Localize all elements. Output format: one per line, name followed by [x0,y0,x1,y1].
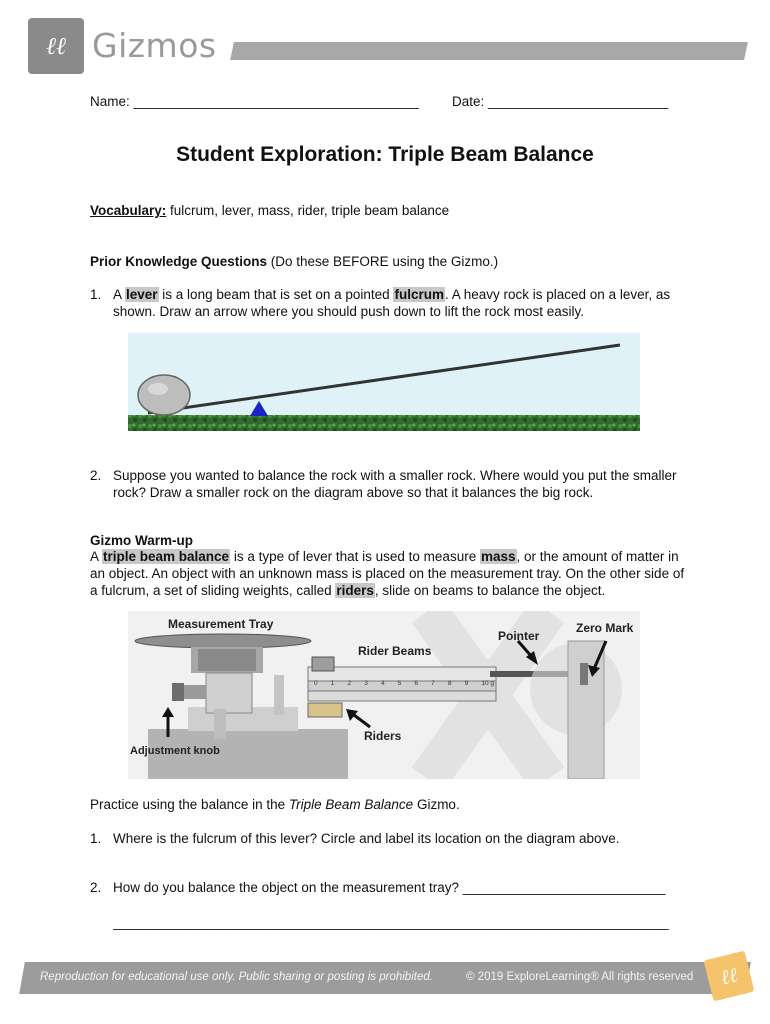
practice-intro [90,796,690,813]
tick-label: 2 [347,680,352,687]
warmup-title: Gizmo Warm-up [90,533,193,548]
term-fulcrum: fulcrum [394,287,444,302]
question-text [113,286,680,320]
term-lever: lever [126,287,158,302]
vocabulary-line [90,202,690,219]
warmup-paragraph [90,548,690,599]
logo-mark: ℓℓ [46,31,66,60]
rock [138,375,190,415]
tick-label: 0 [314,680,318,687]
prior-question-2 [90,467,680,501]
prior-knowledge-note: (Do these BEFORE using the Gizmo.) [267,254,499,269]
text-fragment: , slide on beams to balance the object. [374,583,606,598]
name-field: Name: ______________________________________ [90,94,419,109]
tick-label: 7 [431,680,435,687]
tick-label: 1 [330,680,335,687]
tick-label: 8 [447,680,452,687]
text-fragment: A [113,287,126,302]
footer-notice: Reproduction for educational use only. Public sharing or posting is prohibited. [40,971,433,983]
tick-label: 4 [380,680,385,687]
footer-copyright: © 2019 ExploreLearning® All rights reserved [466,971,694,983]
question-number: 2. [90,880,102,895]
label-measurement-tray: Measurement Tray [168,617,274,631]
tick-label: 9 [464,680,469,687]
question-number: 1. [90,287,102,302]
prior-question-1 [90,286,680,320]
tick-label: 6 [414,680,419,687]
tick-label: 10 g [481,680,494,687]
grass-ground [128,415,640,431]
vocabulary-label: Vocabulary: [90,203,167,218]
lever-illustration [128,333,640,431]
lever-diagram [128,333,640,431]
practice-question-1 [90,830,680,847]
header-bar [230,42,748,60]
question-text: How do you balance the object on the measurement tray? ___________________________ [113,880,666,895]
footer-logo-mark: ℓℓ [717,961,740,990]
tick-label: 5 [397,680,402,687]
label-zero-mark: Zero Mark [576,621,634,635]
prior-knowledge-heading [90,253,690,270]
balance-diagram [128,611,640,779]
label-rider-beams: Rider Beams [358,644,432,658]
practice-question-2 [90,879,680,896]
text-fragment: . A heavy rock is placed on a lever, as shown. Draw an arrow where you should push down to lift the rock most easily. [113,287,671,319]
question-number: 1. [90,831,102,846]
text-fragment: , or the amount of matter in an object. An object with an unknown mass is placed on the measurement tray. On the other side of a fulcrum, a set of sliding weights, called [90,549,685,598]
label-pointer: Pointer [498,629,540,643]
text-fragment: Practice using the balance in the [90,797,289,812]
term-triple-beam-balance: triple beam balance [103,549,230,564]
gizmo-name: Triple Beam Balance [288,797,414,812]
text-fragment: Gizmo. [413,797,460,812]
text-fragment: is a long beam that is set on a pointed [158,287,394,302]
rider-beam [308,667,496,681]
term-riders: riders [336,583,374,598]
prior-knowledge-label: Prior Knowledge Questions [90,254,268,269]
vocabulary-terms: fulcrum, lever, mass, rider, triple beam balance [166,203,450,218]
text-fragment: is a type of lever that is used to measure [230,549,480,564]
adjustment-knob [172,683,184,701]
explorelearning-logo [28,18,84,74]
footer-logo [704,951,755,1002]
brand-title: Gizmos [92,26,217,65]
text-fragment: A [90,549,103,564]
term-mass: mass [480,549,516,564]
tick-labels [314,680,494,687]
page-title: Student Exploration: Triple Beam Balance [176,143,594,166]
label-adjustment-knob: Adjustment knob [130,745,220,757]
measurement-tray [135,634,311,648]
question-text: Suppose you wanted to balance the rock with a smaller rock. Where would you put the smaller rock? Draw a smaller rock on the diagram above so that it balances the big rock. [113,468,677,500]
answer-line: __________________________________________________________________________ [113,915,669,930]
label-riders: Riders [364,729,402,743]
fulcrum-triangle [250,401,268,416]
question-number: 2. [90,468,102,483]
lever-beam [148,345,620,413]
question-text: Where is the fulcrum of this lever? Circle and label its location on the diagram above. [113,831,620,846]
rider [312,657,334,671]
rider [308,703,342,717]
warmup-heading [90,532,690,549]
tick-label: 3 [364,680,368,687]
date-field: Date: ________________________ [452,94,669,109]
